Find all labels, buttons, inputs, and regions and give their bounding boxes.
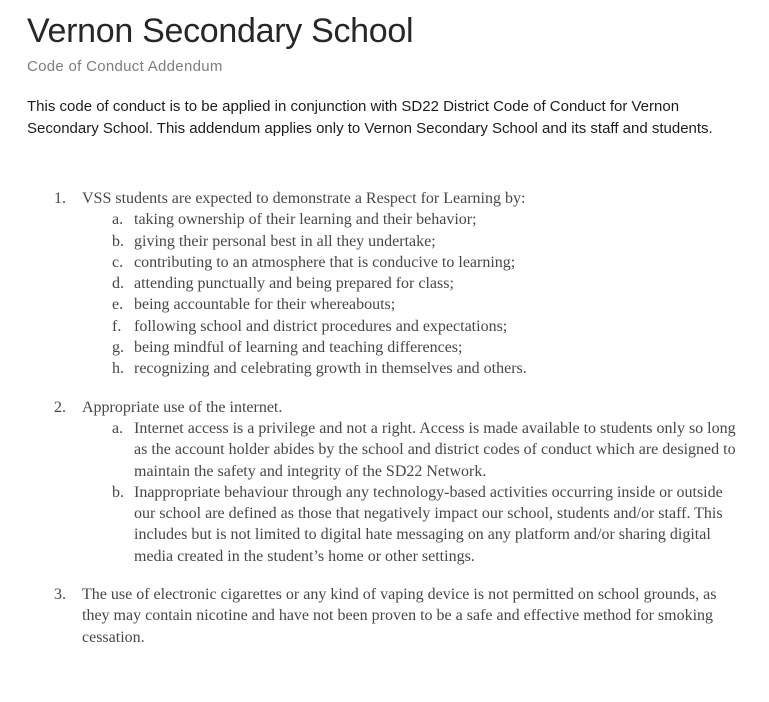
list-group: [27, 397, 742, 567]
list-group: [27, 188, 742, 380]
sub-list-item: [27, 316, 742, 337]
list-item-number: 1.: [54, 190, 66, 207]
sub-item-letter: b.: [112, 483, 124, 501]
intro-paragraph: This code of conduct is to be applied in conjunction with SD22 District Code of Conduct for Vernon Secondary School. This addendum applies only to Vernon Secondary School and its staff and students.: [27, 98, 713, 137]
list-item: [27, 397, 742, 418]
sub-item-letter: e.: [112, 296, 124, 314]
sub-list-item: [27, 273, 742, 294]
sub-item-text: contributing to an atmosphere that is conducive to learning;: [134, 253, 516, 271]
sub-item-text: being accountable for their whereabouts;: [134, 296, 396, 314]
sub-list-item: [27, 358, 742, 379]
sub-item-text: taking ownership of their learning and their behavior;: [134, 211, 477, 229]
sub-item-letter: d.: [112, 275, 124, 293]
sub-list-item: [27, 209, 742, 230]
sub-item-letter: f.: [112, 317, 122, 335]
sub-list-item: [27, 252, 742, 273]
sub-list-item: [27, 231, 742, 252]
sub-item-letter: a.: [112, 419, 124, 437]
list-group: [27, 584, 742, 648]
sub-list-item: [27, 337, 742, 358]
conduct-list: [27, 188, 742, 648]
sub-item-text: attending punctually and being prepared for class;: [134, 275, 454, 293]
sub-list-item: [27, 482, 742, 567]
sub-item-letter: b.: [112, 232, 124, 250]
list-item: [27, 584, 742, 648]
list-item-number: 3.: [54, 586, 66, 604]
sub-item-text: giving their personal best in all they undertake;: [134, 232, 436, 250]
sub-list-item: [27, 418, 742, 482]
sub-item-letter: g.: [112, 339, 124, 357]
page-subtitle: Code of Conduct Addendum: [27, 58, 223, 75]
sub-item-text: following school and district procedures and expectations;: [134, 317, 508, 335]
sub-item-letter: c.: [112, 253, 124, 271]
sub-list-item: [27, 294, 742, 315]
list-item: [27, 188, 742, 209]
sub-item-text: recognizing and celebrating growth in themselves and others.: [134, 360, 527, 378]
page-title: Vernon Secondary School: [27, 12, 414, 50]
sub-item-text: Internet access is a privilege and not a right. Access is made available to students only so long as the account holder abides by the school and district codes of conduct which are designed to maintain the safety and integrity of the SD22 Network.: [134, 419, 736, 480]
sub-item-text: being mindful of learning and teaching differences;: [134, 339, 463, 357]
list-item-text: The use of electronic cigarettes or any kind of vaping device is not permitted on school grounds, as they may contain nicotine and have not been proven to be a safe and effective method for smoking cessation.: [82, 586, 717, 646]
sub-item-letter: h.: [112, 360, 124, 378]
sub-item-letter: a.: [112, 211, 124, 229]
sub-item-text: Inappropriate behaviour through any technology-based activities occurring inside or outside our school are defined as those that negatively impact our school, students and/or staff. This includes but is not limited to digital hate messaging on any platform and/or sharing digital media created in the student’s home or other settings.: [134, 483, 723, 565]
list-item-number: 2.: [54, 398, 66, 416]
list-item-text: VSS students are expected to demonstrate a Respect for Learning by:: [82, 190, 526, 207]
list-item-text: Appropriate use of the internet.: [82, 398, 283, 416]
